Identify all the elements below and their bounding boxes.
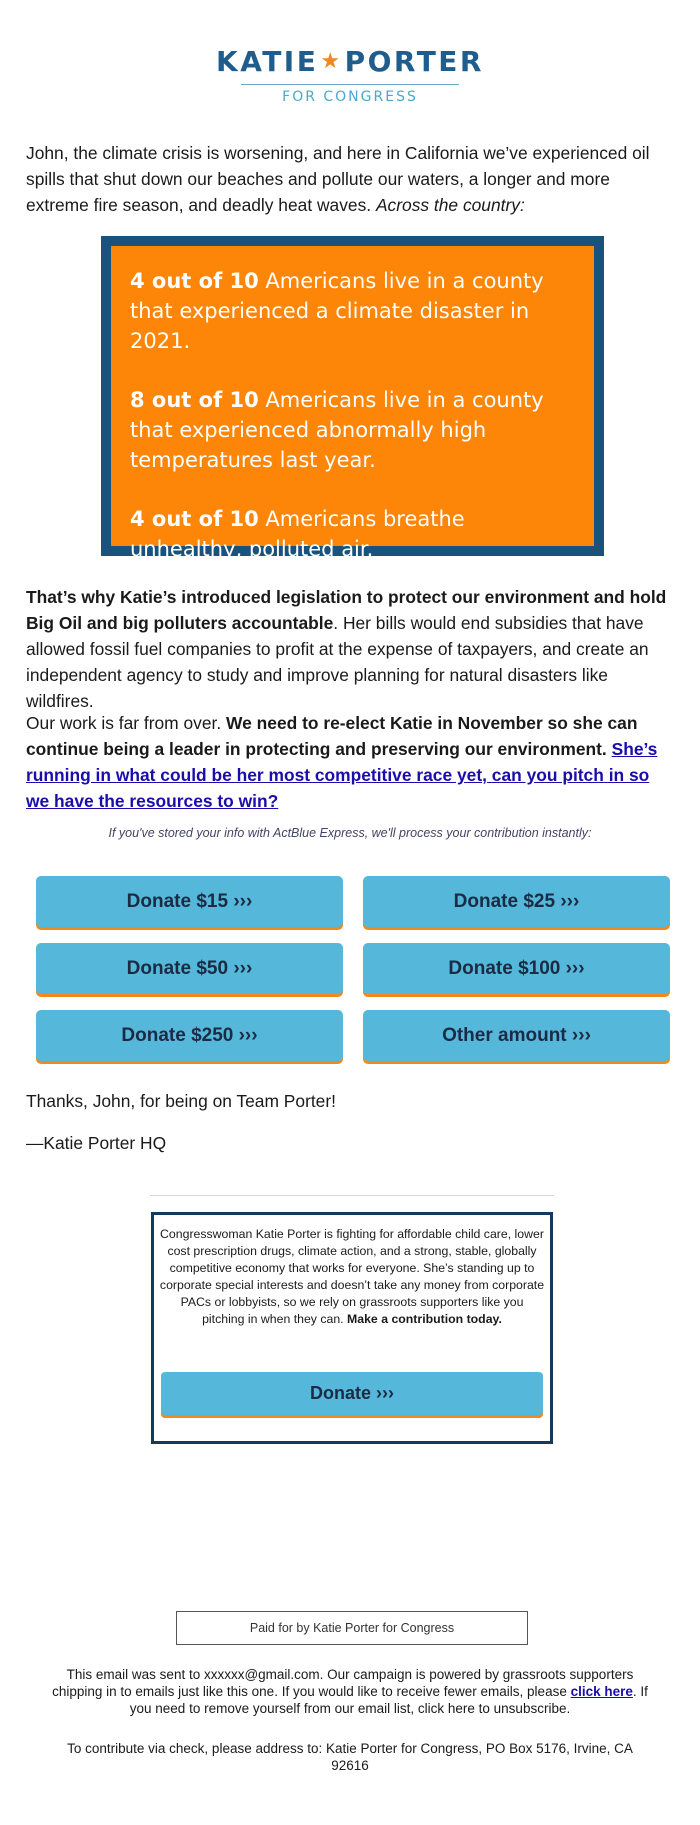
donate-100-button[interactable]: Donate $100 ››› [363, 943, 670, 994]
star-icon: ★ [320, 49, 343, 74]
stat-item: 4 out of 10 Americans breathe unhealthy, polluted air. [130, 507, 465, 561]
promo-box [151, 1212, 553, 1444]
intro-paragraph: John, the climate crisis is worsening, and here in California we’ve experienced oil spills that shut down our beaches and pollute our waters, a longer and more extreme fire season, and deadly heat waves. Across the country: [26, 143, 650, 215]
logo-subtitle: FOR CONGRESS [282, 89, 418, 105]
fewer-emails-link[interactable]: click here [570, 1684, 633, 1699]
campaign-logo [0, 46, 700, 105]
paid-for-disclaimer: Paid for by Katie Porter for Congress [176, 1611, 528, 1645]
footer-check-address: To contribute via check, please address to: Katie Porter for Congress, PO Box 5176, Irvine, CA 92616 [67, 1741, 633, 1773]
donate-15-button[interactable]: Donate $15 ››› [36, 876, 343, 927]
legislation-paragraph: That’s why Katie’s introduced legislation to protect our environment and hold Big Oil and big polluters accountable. Her bills would end subsidies that have allowed fossil fuel companies to profit at the expense of taxpayers, and create an independent agency to study and improve planning for natural disasters like wildfires. [26, 587, 667, 711]
stat-item: 8 out of 10 Americans live in a county that experienced abnormally high temperatures last year. [130, 388, 544, 472]
donate-250-button[interactable]: Donate $250 ››› [36, 1010, 343, 1061]
section-divider [150, 1195, 554, 1196]
stats-box [111, 246, 594, 561]
promo-text: Congresswoman Katie Porter is fighting for affordable child care, lower cost prescription drugs, climate action, and a strong, stable, globally competitive economy that works for everyone. She’s standing up to corporate special interests and doesn’t take any money from corporate PACs or lobbyists, so we rely on grassroots supporters like you pitching in when they can. Make a contribution today. [159, 1227, 545, 1326]
promo-donate-button[interactable]: Donate ››› [161, 1372, 543, 1415]
donate-link[interactable]: She’s running in what could be her most competitive race yet, can you pitch in so we have the resources to win? [26, 739, 658, 811]
work-paragraph: Our work is far from over. We need to re-elect Katie in November so she can continue being a leader in protecting and preserving our environment. She’s running in what could be her most competitive race yet, can you pitch in so we have the resources to win? [26, 713, 658, 811]
donate-50-button[interactable]: Donate $50 ››› [36, 943, 343, 994]
logo-wordmark: KATIE★PORTER [216, 45, 484, 78]
donate-other-amount-button[interactable]: Other amount ››› [363, 1010, 670, 1061]
footer-email-notice: This email was sent to xxxxxx@gmail.com. Our campaign is powered by grassroots supporters chipping in to emails just like this one. If you would like to receive fewer emails, please click here. If you need to remove yourself from our email list, click here to unsubscribe. [52, 1667, 648, 1716]
signature: —Katie Porter HQ [26, 1133, 167, 1153]
thanks-line: Thanks, John, for being on Team Porter! [26, 1091, 336, 1111]
stat-item: 4 out of 10 Americans live in a county that experienced a climate disaster in 2021. [130, 269, 544, 353]
logo-divider [241, 84, 459, 85]
donate-25-button[interactable]: Donate $25 ››› [363, 876, 670, 927]
actblue-note: If you've stored your info with ActBlue Express, we'll process your contribution instantly: [108, 826, 592, 840]
